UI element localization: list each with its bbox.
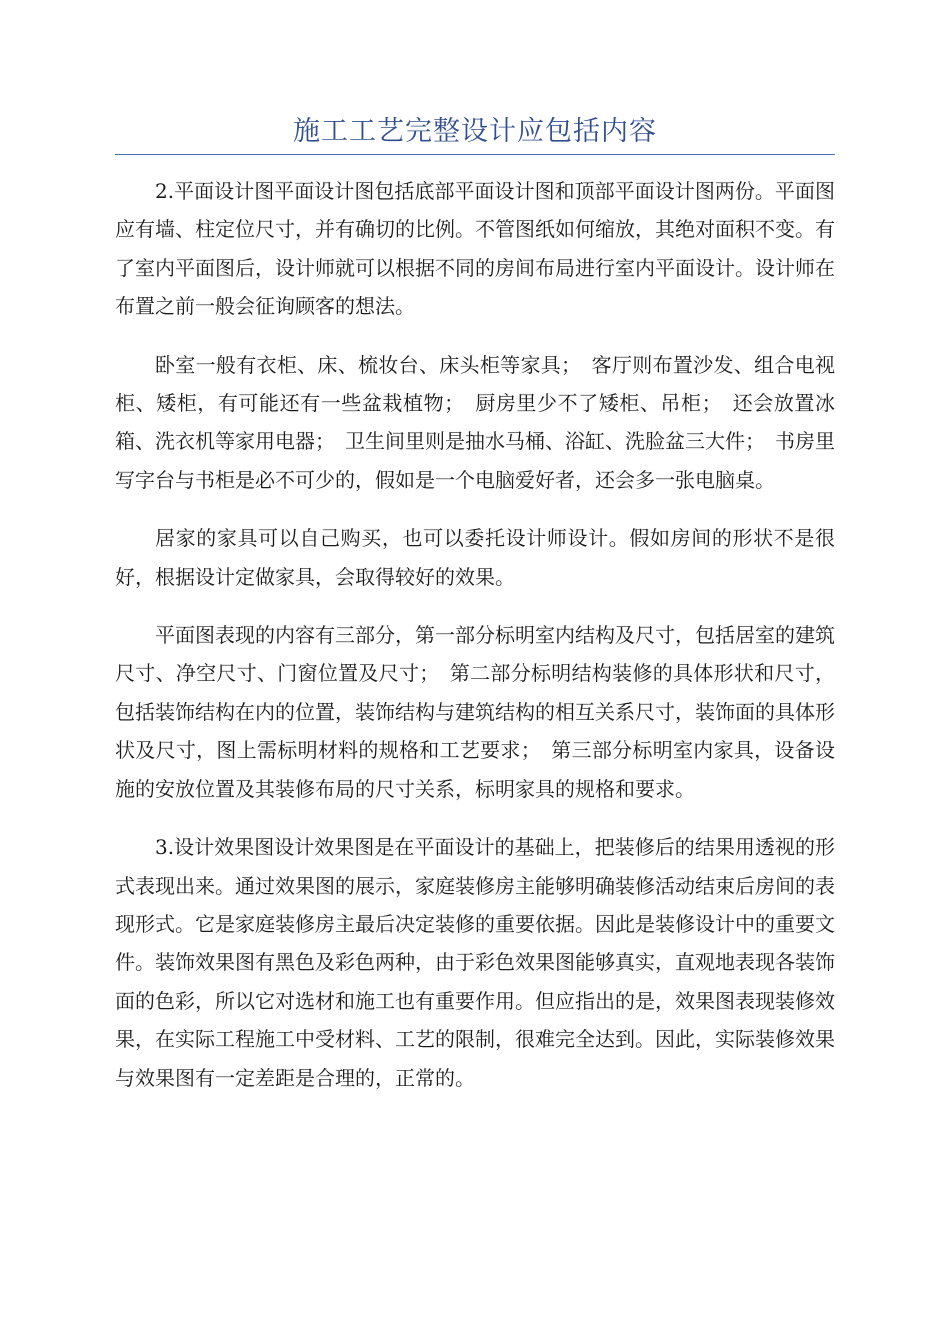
paragraph-plan-contents: 平面图表现的内容有三部分，第一部分标明室内结构及尺寸，包括居室的建筑尺寸、净空尺寸、门窗位置及尺寸； 第二部分标明结构装修的具体形状和尺寸，包括装饰结构在内的位置，装饰结构与建筑结构的相互关系尺寸，装饰面的具体形状及尺寸，图上需标明材料的规格和工艺要求； 第三部分标明室内家具，设备设施的安放位置及其装修布局的尺寸关系，标明家具的规格和要求。 [115, 623, 835, 801]
paragraph-custom-furniture: 居家的家具可以自己购买，也可以委托设计师设计。假如房间的形状不是很好，根据设计定做家具，会取得较好的效果。 [115, 526, 835, 589]
paragraph-floor-plan: 2.平面设计图平面设计图包括底部平面设计图和顶部平面设计图两份。平面图应有墙、柱定位尺寸，并有确切的比例。不管图纸如何缩放，其绝对面积不变。有了室内平面图后，设计师就可以根据不同的房间布局进行室内平面设计。设计师在布置之前一般会征询顾客的想法。 [115, 179, 835, 319]
paragraph-rendering: 3.设计效果图设计效果图是在平面设计的基础上，把装修后的结果用透视的形式表现出来。通过效果图的展示，家庭装修房主能够明确装修活动结束后房间的表现形式。它是家庭装修房主最后决定装修的重要依据。因此是装修设计中的重要文件。装饰效果图有黑色及彩色两种，由于彩色效果图能够真实，直观地表现各装饰面的色彩，所以它对选材和施工也有重要作用。但应指出的是，效果图表现装修效果，在实际工程施工中受材料、工艺的限制，很难完全达到。因此，实际装修效果与效果图有一定差距是合理的，正常的。 [115, 835, 835, 1090]
paragraph-room-furniture: 卧室一般有衣柜、床、梳妆台、床头柜等家具； 客厅则布置沙发、组合电视柜、矮柜，有可能还有一些盆栽植物； 厨房里少不了矮柜、吊柜； 还会放置冰箱、洗衣机等家用电器； 卫生间里则是抽水马桶、浴缸、洗脸盆三大件； 书房里写字台与书柜是必不可少的，假如是一个电脑爱好者，还会多一张电脑桌。 [115, 352, 835, 492]
title-underline [115, 154, 835, 155]
document-body [115, 172, 835, 1117]
document-title: 施工工艺完整设计应包括内容 [293, 116, 657, 147]
